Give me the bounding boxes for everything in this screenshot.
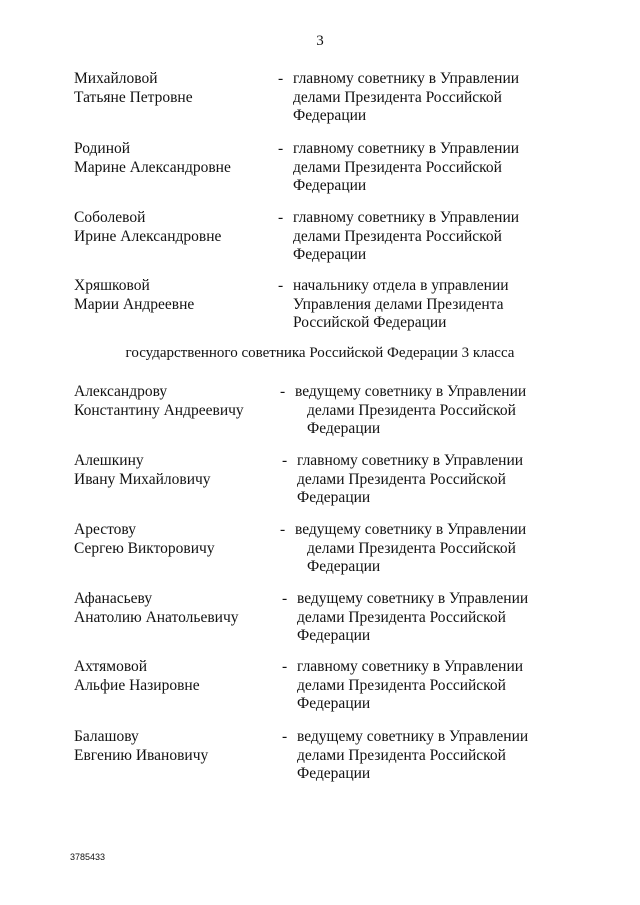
position-text: [297, 452, 557, 508]
appointee-surname: Арестову: [74, 521, 136, 538]
appointment-entry: [0, 70, 640, 130]
appointee-surname: Афанасьеву: [74, 590, 153, 607]
position-line: Управления делами Президента: [293, 295, 504, 313]
position-line: делами Президента Российской: [297, 608, 506, 626]
appointee-surname: Михайловой: [74, 70, 158, 87]
appointee-surname: Балашову: [74, 728, 139, 745]
appointee-given-names: Марии Андреевне: [74, 295, 195, 313]
position-line: ведущему советнику в Управлении: [295, 383, 527, 400]
appointee-name: [74, 140, 274, 177]
entry-dash: -: [280, 521, 286, 538]
appointment-entry: [0, 383, 640, 443]
position-line: Федерации: [307, 420, 381, 437]
appointee-name: [74, 590, 274, 627]
position-text: [295, 383, 555, 439]
position-line: Федерации: [297, 765, 371, 782]
position-text: [297, 590, 557, 646]
position-line: главному советнику в Управлении: [297, 658, 524, 675]
position-line: Федерации: [297, 627, 371, 644]
position-text: [293, 140, 553, 196]
appointee-name: [74, 658, 274, 695]
position-line: главному советнику в Управлении: [293, 209, 520, 226]
position-line: главному советнику в Управлении: [293, 140, 520, 157]
position-line: Федерации: [297, 489, 371, 506]
appointment-entry: [0, 452, 640, 512]
appointment-entry: [0, 209, 640, 269]
appointee-name: [74, 383, 274, 420]
appointment-entry: [0, 728, 640, 788]
appointee-given-names: Ирине Александровне: [74, 227, 222, 245]
position-line: делами Президента Российской: [307, 539, 516, 557]
position-line: ведущему советнику в Управлении: [297, 590, 529, 607]
appointee-name: [74, 209, 274, 246]
appointee-name: [74, 70, 274, 107]
position-line: Федерации: [293, 246, 367, 263]
position-line: делами Президента Российской: [307, 401, 516, 419]
appointee-name: [74, 521, 274, 558]
position-line: главному советнику в Управлении: [293, 70, 520, 87]
entry-dash: -: [278, 209, 284, 226]
position-line: делами Президента Российской: [297, 676, 506, 694]
entry-dash: -: [282, 728, 288, 745]
position-text: [293, 209, 553, 265]
position-line: ведущему советнику в Управлении: [297, 728, 529, 745]
page-number: 3: [316, 33, 324, 49]
position-line: делами Президента Российской: [297, 470, 506, 488]
position-text: [293, 70, 553, 126]
appointment-entry: [0, 521, 640, 581]
position-line: делами Президента Российской: [293, 158, 502, 176]
entry-dash: -: [278, 140, 284, 157]
document-code: 3785433: [70, 852, 106, 862]
appointee-given-names: Сергею Викторовичу: [74, 539, 215, 557]
appointment-entry: [0, 658, 640, 718]
position-text: [297, 728, 557, 784]
appointee-surname: Соболевой: [74, 209, 146, 226]
position-line: делами Президента Российской: [293, 88, 502, 106]
position-line: делами Президента Российской: [297, 746, 506, 764]
position-line: Федерации: [293, 107, 367, 124]
appointee-given-names: Константину Андреевичу: [74, 401, 244, 419]
entry-dash: -: [280, 383, 286, 400]
appointee-surname: Александрову: [74, 383, 168, 400]
appointee-given-names: Анатолию Анатольевичу: [74, 608, 239, 626]
rank-section-heading: государственного советника Российской Федерации 3 класса: [125, 345, 515, 361]
position-text: [297, 658, 557, 714]
appointee-surname: Алешкину: [74, 452, 144, 469]
appointee-given-names: Татьяне Петровне: [74, 88, 193, 106]
entry-dash: -: [278, 277, 284, 294]
appointee-name: [74, 452, 274, 489]
appointee-name: [74, 277, 274, 314]
appointment-entry: [0, 277, 640, 337]
appointee-surname: Хряшковой: [74, 277, 150, 294]
position-text: [295, 521, 555, 577]
entry-dash: -: [282, 452, 288, 469]
appointee-given-names: Ивану Михайловичу: [74, 470, 211, 488]
position-line: Федерации: [297, 695, 371, 712]
position-line: главному советнику в Управлении: [297, 452, 524, 469]
appointment-entry: [0, 590, 640, 650]
position-line: Федерации: [307, 558, 381, 575]
appointee-given-names: Альфие Назировне: [74, 676, 200, 694]
appointee-given-names: Марине Александровне: [74, 158, 231, 176]
entry-dash: -: [282, 590, 288, 607]
appointee-surname: Ахтямовой: [74, 658, 148, 675]
appointment-entry: [0, 140, 640, 200]
position-text: [293, 277, 553, 333]
position-line: Российской Федерации: [293, 314, 447, 331]
position-line: делами Президента Российской: [293, 227, 502, 245]
entry-dash: -: [278, 70, 284, 87]
position-line: начальнику отдела в управлении: [293, 277, 509, 294]
position-line: Федерации: [293, 177, 367, 194]
position-line: ведущему советнику в Управлении: [295, 521, 527, 538]
appointee-given-names: Евгению Ивановичу: [74, 746, 209, 764]
appointee-name: [74, 728, 274, 765]
appointee-surname: Родиной: [74, 140, 131, 157]
entry-dash: -: [282, 658, 288, 675]
